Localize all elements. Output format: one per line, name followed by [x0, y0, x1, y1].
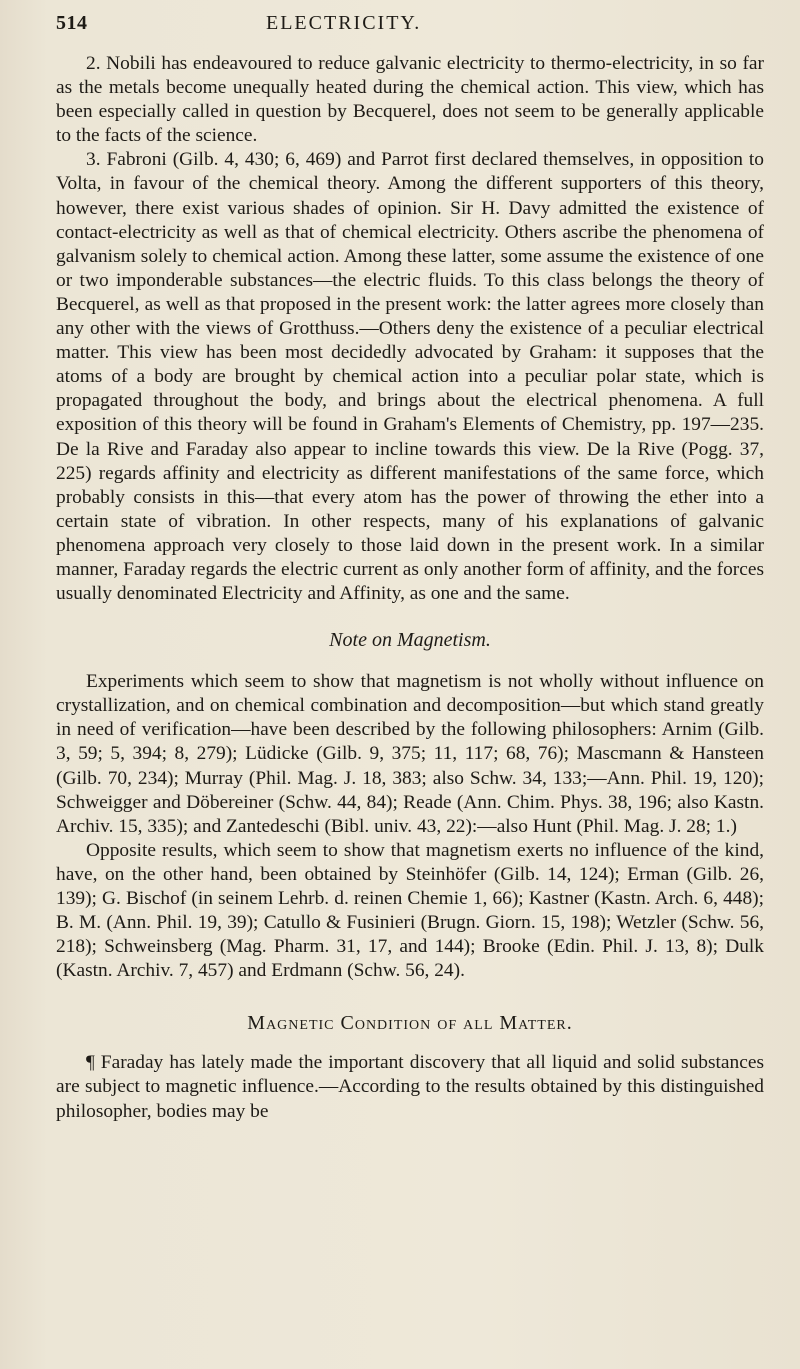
- section-title-magnetism-note: Note on Magnetism.: [329, 629, 491, 652]
- paragraph-nobili: 2. Nobili has endeavoured to reduce galvanic electricity to thermo-electricity, in so far as the metals become unequally heated during the chemical action. This view, which has been especially called in question by Becquerel, does not seem to be generally applicable to the facts of the science.: [56, 53, 764, 147]
- page-header: [56, 12, 764, 52]
- running-title: ELECTRICITY.: [266, 12, 422, 34]
- page-number: 514: [56, 12, 88, 34]
- section-title-magnetic-condition: Magnetic Condition of all Matter.: [247, 1012, 573, 1035]
- paragraph-magnetism-opposite: Opposite results, which seem to show that magnetism exerts no influence of the kind, have, on the other hand, been obtained by Steinhöfer (Gilb. 14, 124); Erman (Gilb. 26, 139); G. Bischof (in seinem Lehrb. d. reinen Chemie 1, 66); Kastner (Kastn. Arch. 6, 448); B. M. (Ann. Phil. 19, 39); Catullo & Fusinieri (Brugn. Giorn. 15, 198); Wetzler (Schw. 56, 218); Schweinsberg (Mag. Pharm. 31, 17, and 144); Brooke (Edin. Phil. J. 13, 8); Dulk (Kastn. Archiv. 7, 457) and Erdmann (Schw. 56, 24).: [56, 839, 764, 982]
- paragraph-faraday-text: Faraday has lately made the important discovery that all liquid and solid substances are subject to magnetic influence.—According to the results obtained by this distinguished philosopher, bodies may be: [56, 1052, 764, 1122]
- paragraph-faraday-discovery: [56, 1051, 764, 1123]
- paragraph-magnetism-experiments: Experiments which seem to show that magnetism is not wholly without influence on crystallization, and on chemical combination and decomposition—but which stand greatly in need of verification—have been described by the following philosophers: Arnim (Gilb. 3, 59; 5, 394; 8, 279); Lüdicke (Gilb. 9, 375; 11, 117; 68, 76); Mascmann & Hansteen (Gilb. 70, 234); Murray (Phil. Mag. J. 18, 383; also Schw. 34, 133;—Ann. Phil. 19, 120); Schweigger and Döbereiner (Schw. 44, 84); Reade (Ann. Chim. Phys. 38, 196; also Kastn. Archiv. 15, 335); and Zantedeschi (Bibl. univ. 43, 22):—also Hunt (Phil. Mag. J. 28; 1.): [56, 671, 764, 837]
- pilcrow-mark: ¶: [86, 1052, 95, 1074]
- paragraph-fabroni: 3. Fabroni (Gilb. 4, 430; 6, 469) and Parrot first declared themselves, in opposition to Volta, in favour of the chemical theory. Among the different supporters of this theory, however, there exist various shades of opinion. Sir H. Davy admitted the existence of contact-electricity as well as that of chemical electricity. Others ascribe the phenomena of galvanism solely to chemical action. Among these latter, some assume the existence of one or two imponderable substances—the electric fluids. To this class belongs the theory of Becquerel, as well as that proposed in the present work: the latter agrees more closely than any other with the views of Grotthuss.—Others deny the existence of a peculiar electrical matter. This view has been most decidedly advocated by Graham: it supposes that the atoms of a body are brought by chemical action into a peculiar polar state, which is propagated throughout the body, and brings about the electrical phenomena. A full exposition of this theory will be found in Graham's Elements of Chemistry, pp. 197—235. De la Rive and Faraday also appear to incline towards this view. De la Rive (Pogg. 37, 225) regards affinity and electricity as different manifestations of the same force, which probably consists in this—that every atom has the power of throwing the ether into a certain state of vibration. In other respects, many of his explanations of galvanic phenomena approach very closely to those laid down in the present work. In a similar manner, Faraday regards the electric current as only another form of affinity, and the forces usually denominated Electricity and Affinity, as one and the same.: [56, 149, 764, 605]
